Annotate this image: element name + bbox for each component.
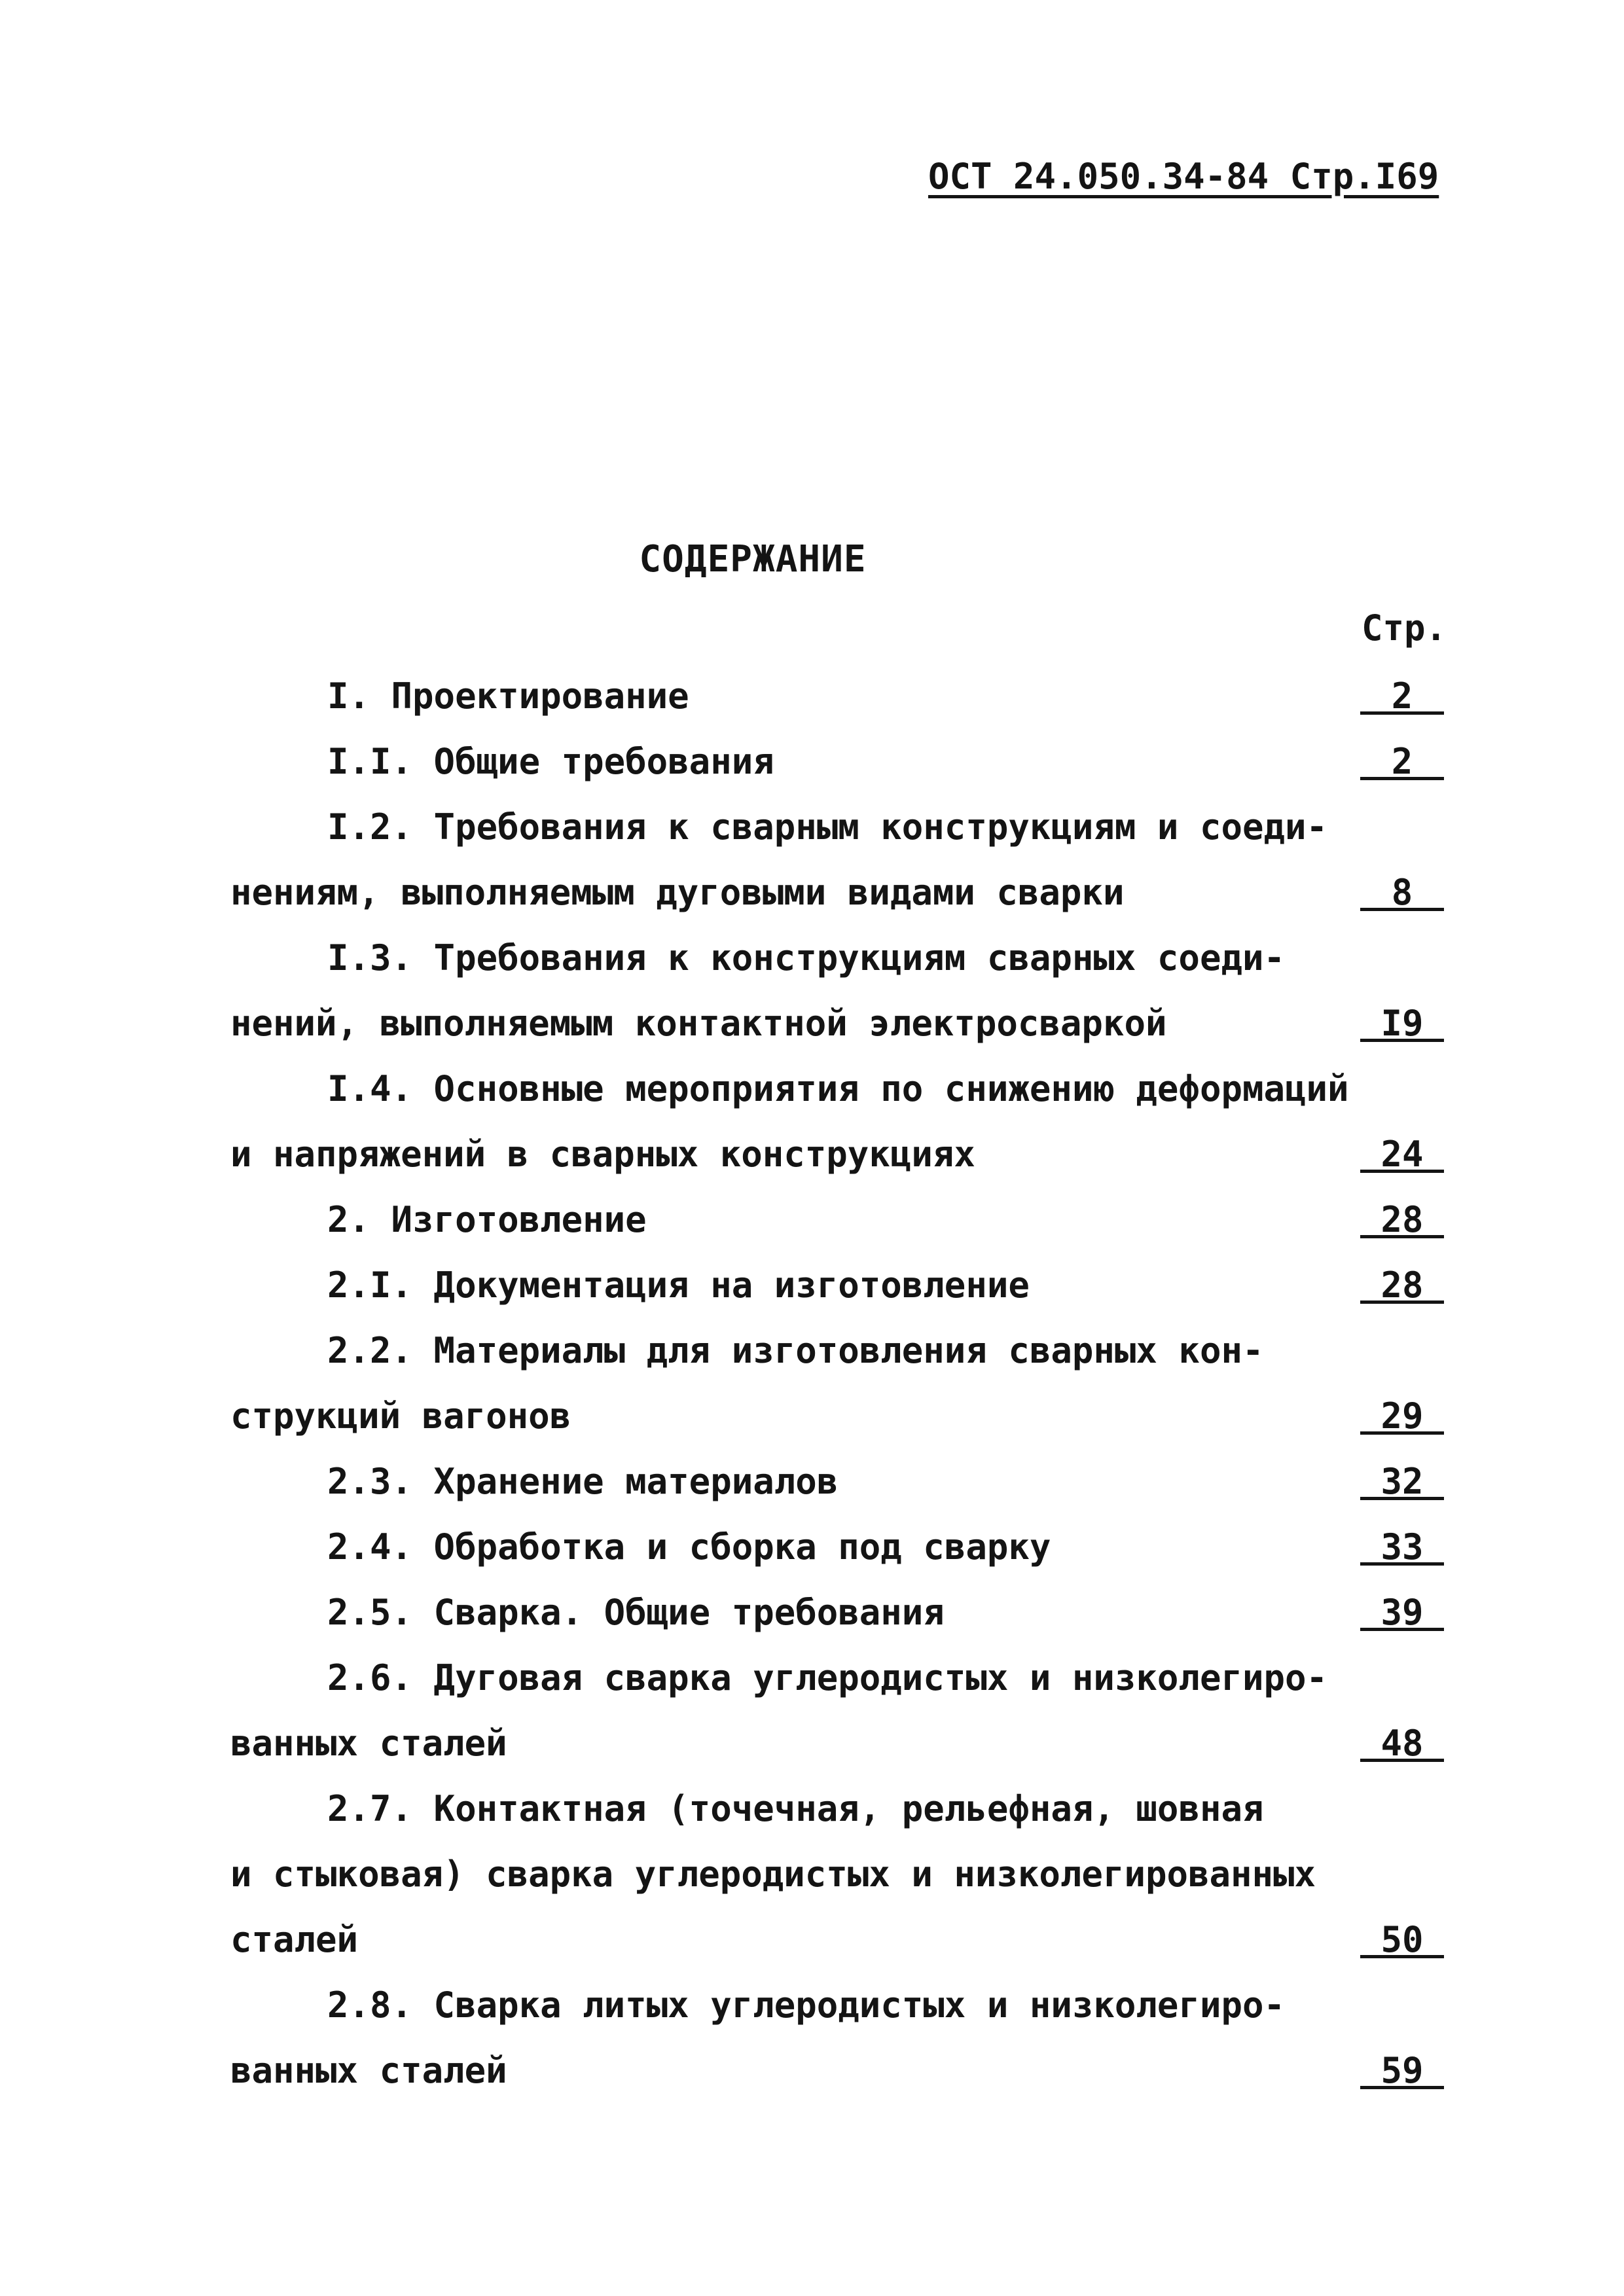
table-of-contents [0,664,1624,2104]
toc-entry [0,1973,1624,2104]
toc-page-number: 39 [1360,1580,1444,1645]
toc-entry [0,1515,1624,1580]
toc-entry-line: I.3. Требования к конструкциям сварных соеди- [327,937,1285,978]
toc-entry-line: нениям, выполняемым дуговыми видами сварки [230,872,1125,913]
toc-page-number: I9 [1360,991,1444,1056]
toc-entry-line: 2.7. Контактная (точечная, рельефная, шовная [327,1788,1264,1829]
toc-entry [0,1056,1624,1187]
toc-entry-line: и стыковая) сварка углеродистых и низколегированных [230,1854,1316,1895]
toc-entry-line: 2.3. Хранение материалов [327,1461,839,1502]
toc-page-number: 50 [1360,1907,1444,1973]
toc-entry-line: 2.4. Обработка и сборка под сварку [327,1526,1051,1568]
toc-entry [0,1645,1624,1776]
toc-entry [0,1187,1624,1253]
toc-entry-line: 2.5. Сварка. Общие требования [327,1592,945,1633]
page-column-label: Стр. [1362,607,1447,649]
toc-page-number: 59 [1360,2038,1444,2104]
toc-entry-line: нений, выполняемым контактной электросваркой [230,1003,1167,1044]
toc-entry-line: и напряжений в сварных конструкциях [230,1134,975,1175]
toc-page-number: 28 [1360,1187,1444,1253]
toc-entry-line: 2.8. Сварка литых углеродистых и низколегиро- [327,1984,1285,2026]
toc-entry [0,1580,1624,1645]
toc-entry-line: струкций вагонов [230,1395,571,1437]
toc-page-number: 2 [1360,729,1444,795]
toc-entry [0,1318,1624,1449]
toc-entry [0,1776,1624,1973]
toc-entry [0,795,1624,925]
toc-entry [0,664,1624,729]
toc-page-number: 33 [1360,1515,1444,1580]
toc-entry-line: 2. Изготовление [327,1199,647,1240]
toc-entry-line: 2.6. Дуговая сварка углеродистых и низколегиро- [327,1657,1328,1698]
toc-entry [0,1253,1624,1318]
toc-entry-line: ванных сталей [230,2050,507,2091]
toc-entry-line: ванных сталей [230,1723,507,1764]
toc-page-number: 2 [1360,664,1444,729]
toc-entry [0,925,1624,1056]
toc-page-number: 8 [1360,860,1444,925]
toc-entry [0,1449,1624,1515]
toc-title: СОДЕРЖАНИЕ [639,538,867,581]
toc-page-number: 24 [1360,1122,1444,1187]
toc-entry-line: 2.2. Материалы для изготовления сварных кон- [327,1330,1264,1371]
toc-entry-line: I.2. Требования к сварным конструкциям и соеди- [327,806,1328,848]
toc-entry-line: I. Проектирование [327,675,689,717]
toc-entry-line: сталей [230,1919,359,1960]
toc-entry [0,729,1624,795]
toc-page-number: 48 [1360,1711,1444,1776]
page-header-doc-code: ОСТ 24.050.34-84 Стр.I69 [928,156,1439,197]
toc-page-number: 29 [1360,1384,1444,1449]
toc-entry-line: I.I. Общие требования [327,741,774,782]
toc-entry-line: I.4. Основные мероприятия по снижению деформаций [327,1068,1349,1109]
toc-page-number: 32 [1360,1449,1444,1515]
toc-page-number: 28 [1360,1253,1444,1318]
toc-entry-line: 2.I. Документация на изготовление [327,1265,1030,1306]
